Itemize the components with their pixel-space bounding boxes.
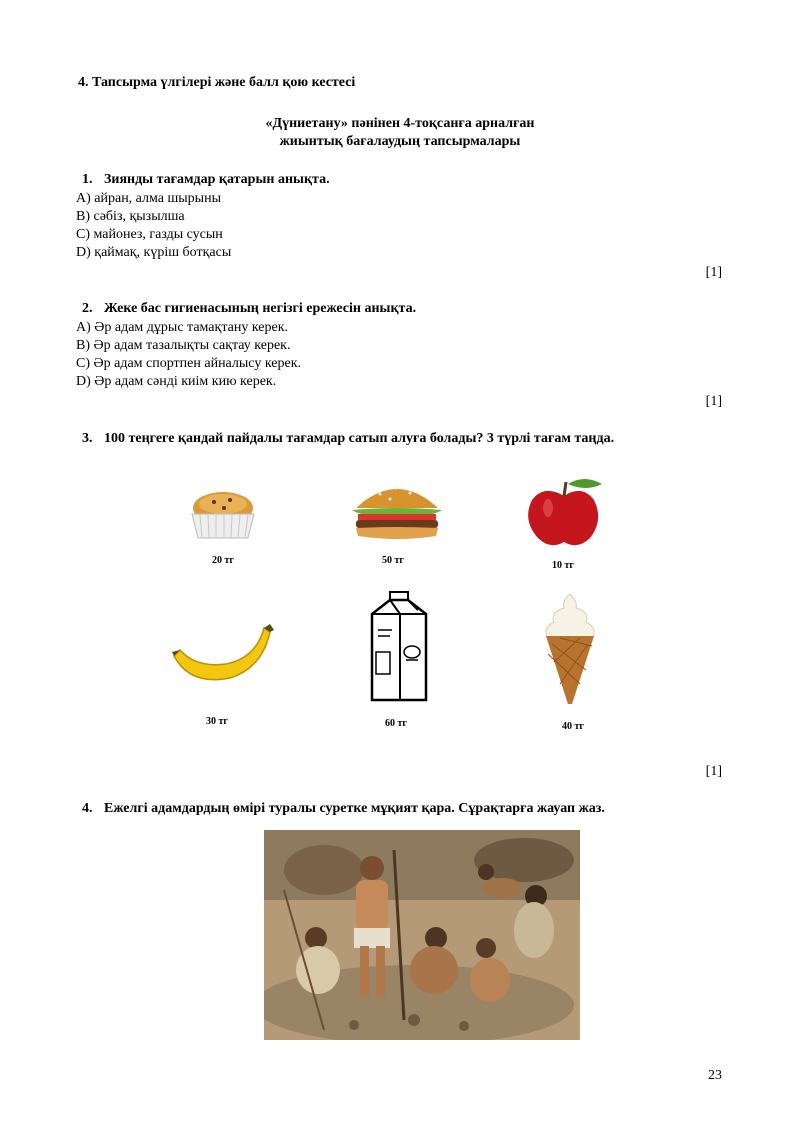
- question-2-option-b: B) Әр адам тазалықты сақтау керек.: [76, 338, 291, 353]
- question-3-score: [1]: [705, 764, 722, 779]
- question-4-text: Ежелгі адамдардың өмірі туралы суретке мұқият қара. Сұрақтарға жауап жаз.: [104, 801, 605, 816]
- question-1-option-c: C) майонез, газды сусын: [76, 227, 223, 242]
- question-1-option-b: B) сәбіз, қызылша: [76, 209, 185, 224]
- question-2-number: 2.: [82, 301, 93, 316]
- burger-price: 50 тг: [382, 555, 404, 566]
- question-2-text: Жеке бас гигиенасының негізгі ережесін анықта.: [104, 301, 417, 316]
- question-2-option-c: C) Әр адам спортпен айналысу керек.: [76, 356, 301, 371]
- question-2-option-d: D) Әр адам сәнді киім кию керек.: [76, 374, 277, 389]
- question-1-text: Зиянды тағамдар қатарын анықта.: [104, 172, 330, 187]
- question-1-score: [1]: [705, 265, 722, 280]
- apple-price: 10 тг: [552, 560, 574, 571]
- question-3-number: 3.: [82, 431, 93, 446]
- apple-icon: [524, 474, 608, 548]
- document-title-line-2: жиынтық бағалаудың тапсырмалары: [279, 134, 521, 149]
- question-2-option-a: A) Әр адам дұрыс тамақтану керек.: [76, 320, 288, 335]
- question-1-option-d: D) қаймақ, күріш ботқасы: [76, 245, 232, 260]
- banana-price: 30 тг: [206, 716, 228, 727]
- question-3-text: 100 теңгеге қандай пайдалы тағамдар сатып алуға болады? 3 түрлі тағам таңда.: [104, 431, 615, 446]
- section-title: 4. Тапсырма үлгілері және балл қою кестесі: [78, 75, 356, 90]
- ancient-people-illustration: [264, 830, 580, 1040]
- muffin-price: 20 тг: [212, 555, 234, 566]
- ice-cream-icon: [540, 592, 600, 706]
- question-4-number: 4.: [82, 801, 93, 816]
- milk-carton-icon: [362, 590, 436, 706]
- question-1-option-a: A) айран, алма шырыны: [76, 191, 221, 206]
- page-number: 23: [708, 1068, 722, 1083]
- muffin-icon: [186, 488, 260, 540]
- question-2-score: [1]: [705, 394, 722, 409]
- document-title-line-1: «Дүниетану» пәнінен 4-тоқсанға арналған: [265, 116, 535, 131]
- ice-cream-price: 40 тг: [562, 721, 584, 732]
- burger-icon: [350, 478, 444, 544]
- question-1-number: 1.: [82, 172, 93, 187]
- milk-carton-price: 60 тг: [385, 718, 407, 729]
- banana-icon: [170, 624, 276, 688]
